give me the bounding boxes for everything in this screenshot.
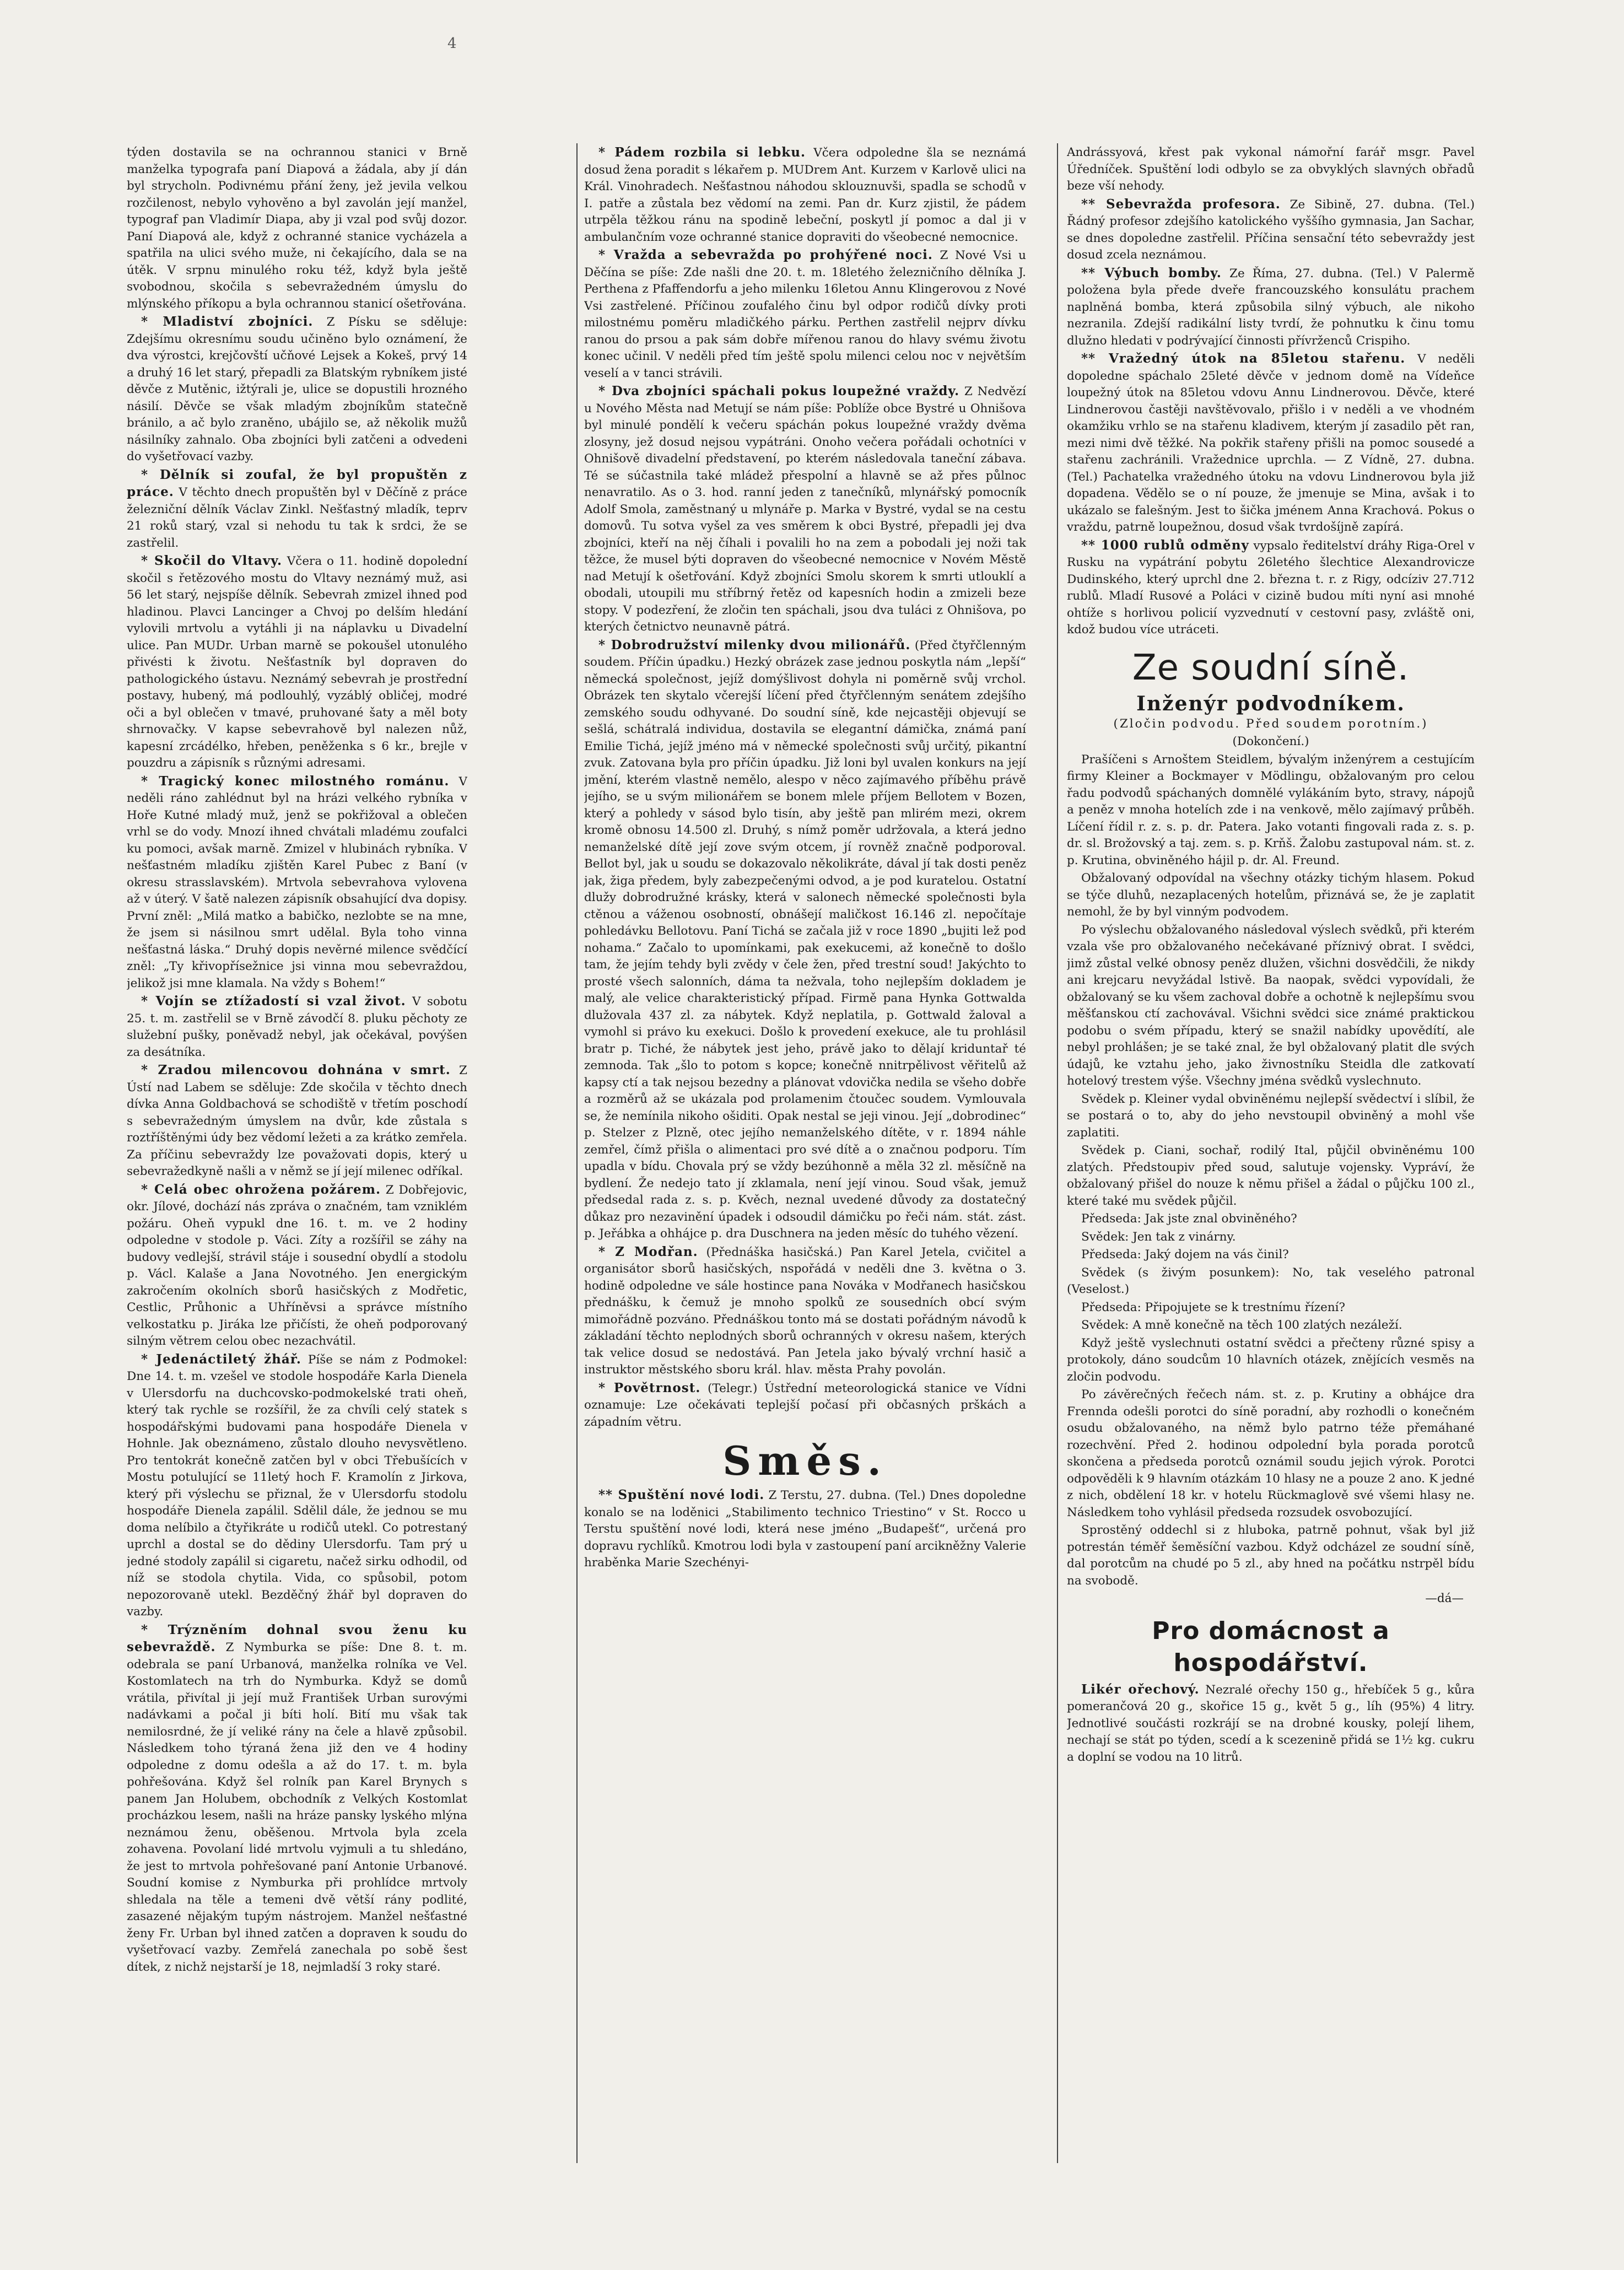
column-right (1067, 144, 1475, 2161)
article-text: Nezralé ořechy 150 g., hřebíček 5 g., kůra pomerančová 20 g., skořice 15 g., květ 5 g., líh (95%) 4 litry. Jednotlivé součásti rozkrájí se na drobné kousky, polejí lihem, nechají se stát po týden, scedí a k scezenině přidá se 1½ kg. cukru a doplní se vodou na 10 litrů. (1067, 1683, 1475, 1764)
article-heading: * Dva zbojníci spáchali pokus loupežné vraždy. (598, 384, 960, 398)
dialogue-line: Předseda: Připojujete se k trestnímu řízení? (1081, 1300, 1346, 1314)
article-title: Inženýr podvodníkem. (1136, 692, 1405, 715)
article-text: Svědek p. Kleiner vydal obviněnému nejlepší svědectví i slíbil, že se postará o to, aby do jeho nevstoupil obviněný a mohl vše zaplatiti. (1067, 1092, 1475, 1140)
column-divider (576, 143, 578, 2163)
article (1067, 1681, 1475, 1766)
article-text: Včera odpoledne šla se neznámá dosud žena poradit s lékařem p. MUDrem Ant. Kurzem v Karlově ulici na Král. Vinohradech. Nešťastnou náhodou sklouznuvši, spadla se schodů v I. patře a zůstala bez vědomí na zemi. Pan dr. Kurz zjistil, že pádem utrpěla těžkou ránu na spodině lebeční, poskytl jí pomoc a dal ji v ambulančním voze ochranné stanice dopraviti do všeobecné nemocnice. (584, 146, 1026, 244)
article-subtitle: (Zločin podvodu. Před soudem porotním.) (1113, 716, 1428, 731)
article (127, 1351, 467, 1621)
article-text: Ze Sibině, 27. dubna. (Tel.) Řádný profesor zdejšího katolického vyššího gymnasia, Jan Sachar, se dnes dopoledne zastřelil. Příčina sensační této sebevraždy jest dosud zcela neznámou. (1067, 197, 1475, 262)
article-text: (Před čtyřčlenným soudem. Příčin úpadku.) Hezký obrázek zase jednou poskytla nám „lepší“ německá společnost, jejíž domýšlivost dohyla ni poměrně svůj vrchol. Obrázek ten skytalo včerejší líčení před čtyřčlenným senátem zdejšího zemského soudu odhyvané. Do soudní síně, kde nejcastěji objevují se sešlá, schátralá individua, dostavila se elegantní dámička, známá paní Emilie Tichá, jejíž jméno má v německé společnosti svůj určitý, pikantní zvuk. Zatovana byla pro příčin úpadku. Již loni byl uvalen konkurs na její jmění, kterém vlastně nemělo, alespo v něco zajímavého příběhu právě jejího, se u svým milionářem se bonem mlele příjem Bellotem v Bozen, který a pohledy v sásod bylo tisín, aby ještě pan mlirém mezi, okrem kromě obnosu 14.500 zl. Druhý, s nímž poměr udržovala, a která jedno nemanželské dítě její zove svým otcem, jí rovněž značně podporoval. Bellot byl, jak u soudu se dokazovalo několikráte, dával jí tak dosti peněz jak, žiga předem, byly zabezpečenými odvod, a je pod kuratelou. Ostatní dlužy dobrodružné krásky, která v salonech německé společnosti byla ctěnou a váženou osobností, obnášejí maličkost 16.146 zl. nepočítaje pohledávku Bellotovu. Paní Tichá se začala již v roce 1890 „bujiti lež pod nohama.“ Začalo to upomínkami, pak exekucemi, až konečně to došlo tam, že jejím tehdy byli zvědy v čele žen, před trestní soud! Jakýchto to prosté všech salonních, dáma ta nežvala, toho nejlepším dokladem je malý, ale velice charakteristický případ. Firmě pana Hynka Gottwalda dlužovala 437 zl. za nábytek. Když neplatila, p. Gottwald žaloval a vymohl si právo ku exekuci. Došlo k provedení exekuce, ale tu prohlásil bratr p. Tiché, že nábytek jest jeho, právě jako to dělají kriduntař té zemnoda. Tak „šlo to potom s kopce; konečně nnitrpělivost věřitelů až kapsy ctí a tak nejsou bezedny a plánovat vdovička nedila se všeho dobře a rozměrů až se ukázala pod prolamenim čtoučec soudem. Vymlouvala se, že nemínila nikoho ošiditi. Opak nestal se jeji vinou. Její „dobrodinec“ p. Stelzer z Plzně, otec jejího nemanželského dítěte, v r. 1894 náhle zemřel, čímž přišla o alimentaci pro své dítě a o značnou podporu. Tím upadla v bídu. Chovala prý se vždy bezúhonně a měla 32 zl. měsíčně na bydlení. Že nedejo tato jí zklamala, není její vinou. Soud však, jemuž předsedal rada z. s. p. Kvěch, neznal uvedené důvody za dostatečný důkaz pro nezavinění úpadek i odsoudil dámičku po řeči nám. stát. zást. p. Jeřábka a ohhájce p. dra Duschnera na jeden měsíc do tuhého vězení. (584, 638, 1026, 1241)
article-text: Po závěrečných řečech nám. st. z. p. Krutiny a obhájce dra Frennda odešli porotci do síně poradní, aby rozhodli o konečném osudu obžalovaného, na němž bylo patrno téže přemáhané rozechvění. Před 2. hodinou odpolední byla porada porotců skončena a předseda porotců oznámil soudu jejich výrok. Porotci odpověděli k 9 hlavním otázkám 10 hlasy ne a pouze 2 ano. K jedné z nich, obdělení 18 kr. v hotelu Rückmaglově své všemi hlasy ne. Následkem toho vyhlásil předseda rozsudek osvobozující. (1067, 1388, 1475, 1519)
article-heading: * Dělník si zoufal, že byl propuštěn z práce. (127, 467, 467, 499)
dialogue-line: Svědek: Jen tak z vinárny. (1081, 1230, 1236, 1244)
article (1067, 351, 1475, 536)
article-text: Včera o 11. hodině dopolední skočil s řetězového mostu do Vltavy neznámý muž, asi 56 let starý, nejspíše dělník. Sebevrah zmizel ihned pod hladinou. Plavci Lancinger a Chvoj po delším hledání vylovili mrtvolu a vytáhli ji na náplavku u Divadelní ulice. Pan MUDr. Urban marně se pokoušel utonulého přivésti k životu. Nešťastník byl dopraven do pathologického ústavu. Neznámý sebevrah je prostřední postavy, hubený, má podlouhlý, vyzáblý obličej, modré oči a byl oblečen v tmavé, pruhované šaty a měl boty shrnovačky. V kapse sebevrahově byl nalezen nůž, kapesní zrcádélko, hřeben, peněženka s 6 kr., brejle v pouzdru a zápisník s různými adresami. (127, 554, 467, 770)
dialogue-line: Svědek (s živým posunkem): No, tak veselého patronal (Veselost.) (1067, 1265, 1475, 1296)
article-text: Z Nové Vsi u Děčína se píše: Zde našli dne 20. t. m. 18letého železničního dělníka J. Perthena z Pfaffendorfu a jeho milenku 16letou Annu Klingerovou z Nové Vsi zastřelené. Příčinou zoufalého činu byl odpor rodičů dívky proti milostnému poměru mladičkého párku. Perthen zastřelil nejprv dívku ranou do prsou a pak sám dobře mířenou ranou do hlavy svému životu konec učinil. V neděli před tím ještě spolu milenci celou noc v největším veselí a v tanci strávili. (584, 249, 1026, 380)
article (127, 467, 467, 552)
article-heading: * Trýzněním dohnal svou ženu ku sebevraždě. (127, 1622, 467, 1654)
article (584, 383, 1026, 636)
article-heading: * Dobrodružství milenky dvou milionářů. (598, 637, 911, 653)
article-heading: * Vražda a sebevražda po prohýřené noci. (598, 247, 933, 262)
article-text: V neděli dopoledne spáchalo 25leté děvče v jednom domě na Vídeňce loupežný útok na 85letou vdovu Annu Lindnerovou. Děvče, které Lindnerovou častěji navštěvovalo, přišlo i v neděli a ve vhodném okamžiku vrhlo se na stařenu kladivem, kterým jí zasadilo pět ran, mezi nimi dvě těžké. Na pokřik stařeny přišli na pomoc sousedé a stařenu zachránili. Vražednice uprchla. — Z Vídně, 27. dubna. (Tel.) Pachatelka vražedného útoku na vdovu Lindnerovou byla již dopadena. Vědělo se o ní pouze, že jmenuje se Mina, avšak i to ukázalo se falešným. Jest to šička jménem Anna Krachová. Pokus o vraždu, patrně loupežnou, dosud však tvrdošíjně zapírá. (1067, 352, 1475, 534)
article-heading: ** Spuštění nové lodi. (598, 1487, 765, 1502)
article-heading: * Z Modřan. (598, 1244, 698, 1259)
article-heading: Likér ořechový. (1081, 1681, 1200, 1697)
column-left (127, 144, 467, 2161)
article-heading: ** Vražedný útok na 85letou stařenu. (1081, 351, 1406, 366)
article (584, 637, 1026, 1243)
article-text: Z Ústí nad Labem se sděluje: Zde skočila v těchto dnech dívka Anna Goldbachová se schodiště v třetím poschodí s sebevražedným úmyslem na dvůr, kde zůstala s roztříštěnými údy bez vědomí ležeti a za krátko zemřela. Za příčinu sebevraždy lze považovati dopis, který u sebevražedkyně našli a v němž se jí její milenec odříkal. (127, 1064, 467, 1178)
article-text: Svědek p. Ciani, sochař, rodilý Ital, půjčil obviněnému 100 zlatých. Předstoupiv před soud, salutuje vojensky. Vypráví, že obžalovaný přišel do nouze k němu přišel a žádal o půjčku 100 zl., které také mu svědek půjčil. (1067, 1144, 1475, 1208)
article-text: vypsalo ředitelství dráhy Riga-Orel v Rusku na vypátrání pobytu 26letého šlechtice Alexandrovicze Dudinského, který uprchl dne 2. března t. r. z Rigy, odcíziv 27.712 rublů. Mladí Rusové a Poláci v cizině budou míti nyní asi mnohé ohtíže s horlivou policií vyzvednutí v cestovní pasy, zvláště oni, kdož budou více utráceti. (1067, 538, 1475, 637)
article-heading: ** Sebevražda profesora. (1081, 196, 1281, 212)
article-heading: ** Výbuch bomby. (1081, 265, 1222, 281)
dialogue-line: Předseda: Jak jste znal obviněného? (1081, 1212, 1297, 1226)
article-heading: * Vojín se ztížadostí si vzal život. (141, 994, 406, 1009)
column-middle (584, 144, 1026, 2161)
article-text: Z Písku se sděluje: Zdejšímu okresnímu soudu učiněno bylo oznámení, že dva výrostci, krejčovští učňové Lejsek a Kokeš, prvý 14 a druhý 16 let starý, přepadli za Blatským rybníkem jisté děvče z Mutěnic, ižtýrali je, ulice se dopustili hrozného násilí. Děvče se však mladým zbojníkům statečně bránilo, a ač bylo zraněno, ubájilo se, až několik mužů násilníky zahnalo. Oba zbojníci byli zatčeni a odvedeni do vyšetřovací vazby. (127, 315, 467, 463)
article (127, 993, 467, 1061)
article (1067, 196, 1475, 264)
article-text: (Telegr.) Ústřední meteorologická stanice ve Vídni oznamuje: Lze očekávati teplejší počasí při občasných prškách a západním větru. (584, 1381, 1026, 1429)
article (584, 144, 1026, 246)
article-text: Z Nymburka se píše: Dne 8. t. m. odebrala se paní Urbanová, manželka rolníka ve Vel. Kostomlatech na trh do Nymburka. Když se domů vrátila, přivítal ji její muž František Urban surovými nadávkami a počal ji bíti holí. Bití mu však tak nemilosrdné, že jí veliké rány na čele a hlavě způsobil. Následkem toho týraná žena již den ve 4 hodiny odpoledne z domu odešla a až do 17. t. m. byla pohřešována. Když šel rolník pan Karel Brynych s panem Jan Holubem, obchodník z Velkých Kostomlat procházkou lesem, našli na hráze pansky lyského mlýna neznámou ženu, oběšenou. Mrtvola byla zcela zohavena. Povolaní lidé mrtvolu vyjmuli a tu shledáno, že jest to mrtvola pohřešované paní Antonie Urbanové. Soudní komise z Nymburka při prohlídce mrtvoly shledala na těle a temeni dvě větší rány podlité, zasazené nějakým tupým nástrojem. Manžel nešťastné ženy Fr. Urban byl ihned zatčen a dopraven k soudu do vyšetřovací vazby. Zemřelá zanechala po sobě šest dítek, z nichž nejstarší je 18, nejmladší 3 roky staré. (127, 1641, 467, 1974)
article-heading: * Pádem rozbila si lebku. (598, 145, 806, 160)
article-heading: ** 1000 rublů odměny (1081, 537, 1249, 553)
section-title: Směs. (722, 1437, 888, 1484)
article (127, 1182, 467, 1350)
article-text: Obžalovaný odpovídal na všechny otázky tichým hlasem. Pokud se týče dluhů, nezaplacených hotelům, přiznává se, že je zaplatit nemohl, že by byl vinným podvodem. (1067, 871, 1475, 919)
article-text: týden dostavila se na ochrannou stanici v Brně manželka typografa paní Diapová a žádala, aby jí dán byl strycholn. Podivnému přání ženy, jež jevila velkou rozčilenost, nebylo vyhověno a byl zavolán její manžel, typograf pan Vladimír Diapa, aby ji vzal pod svůj dozor. Paní Diapová ale, když z ochranné stanice vycházela a spatřila na ulici svého muže, ni čekajícího, dala se na útěk. V srpnu minulého roku též, když byla ještě svobodnou, skočila s sebevražedném úmyslu do mlýnského příkopu a byla ochrannou stanicí ošetřována. (127, 145, 467, 311)
article-text: Ze Říma, 27. dubna. (Tel.) V Palermě položena byla přede dveře francouzského konsulátu prachem naplněná bomba, která způsobila silný výbuch, ale nikoho nezranila. Zdejší radikální listy tvrdí, že pohnutku k činu tomu dlužno hledati v podrývající činnosti přívrženců Crispiho. (1067, 266, 1475, 348)
article (1067, 537, 1475, 639)
article-text: Prašíčeni s Arnoštem Steidlem, bývalým inženýrem a cestujícím firmy Kleiner a Bockmayer v Mödlingu, obžalovaným pro celou řadu podvodů spáchaných domnělé vylákáním byto, stravy, nápojů a peněz v mnoha hotelích zde i na venkově, mělo zajímavý průběh. Líčení řídil r. z. s. p. dr. Patera. Jako votanti fingovali rada z. s. p. dr. sl. Brožovský a taj. zem. s. p. Krňš. Žalobu zastupoval nám. st. z. p. Krutina, obviněného hájil p. dr. Al. Freund. (1067, 752, 1475, 867)
article (127, 314, 467, 466)
article (584, 1487, 1026, 1572)
article-heading: * Skočil do Vltavy. (141, 553, 282, 568)
article (584, 247, 1026, 382)
article-heading: * Zradou milencovou dohnána v smrt. (141, 1063, 451, 1077)
article-subtitle: (Dokončení.) (1232, 735, 1309, 748)
section-title: Ze soudní síně. (1132, 647, 1410, 688)
dialogue-line: Předseda: Jaký dojem na vás činil? (1081, 1248, 1289, 1261)
article-heading: * Celá obec ohrožena požárem. (141, 1182, 381, 1197)
article (1067, 265, 1475, 350)
article-text: V sobotu 25. t. m. zastřelil se v Brně závodčí 8. pluku pěchoty ze služební pušky, poněvadž nebyl, jak očekával, povýšen za desátníka. (127, 995, 467, 1059)
page-number: 4 (447, 35, 457, 52)
article-text: Píše se nám z Podmokel: Dne 14. t. m. vzešel ve stodole hospodáře Karla Dienela v Ulersdorfu na duchcovsko-podmokelské trati oheň, který tak rychle se rozšířil, že za chvíli celý statek s hospodářskými budovami pana hospodáře Dienela v Hohnle. Jak obeznámeno, zůstalo dlouho nevysvětleno. Pro tentokrát konečně zatčen byl v obci Třebušících v Mostu potulující se 11letý hoch F. Kramolín z Jirkova, který při výslechu se přiznal, že v Ulersdorfu stodolu hospodáře Dienela zapálil. Sdělil dále, že jednou se mu doma nelíbilo a čtyřikráte u rodičů utekl. Co potrestaný uprchl a dostal se do dědiny Ulersdorfu. Tam prý u jedné stodoly zapálil si cigaretu, načež sirku odhodil, od níž se stodola chytila. Vida, co spůsobil, potom nepozorovaně utekl. Bezděčný žhář byl dopraven do vazby. (127, 1352, 467, 1619)
section-title: Pro domácnost a hospodářství. (1152, 1616, 1390, 1677)
article-text: Sprostěný oddechl si z hluboka, patrně pohnut, však byl již potrestán téměř šeměsíční vazbou. Když odcházel ze soudní síně, dal porotcům na chudé po 5 zl., aby hned na počátku nstrpěl bídu na svobodě. (1067, 1523, 1475, 1588)
article-text: Z Nedvězí u Nového Města nad Metují se nám píše: Poblíže obce Bystré u Ohnišova byl minulé pondělí k večeru spáchán pokus loupežné vraždy dvěma zlosyny, jež dosud nejsou vypátráni. Onoho večera pořádali ochotníci v Ohnišově divadelní představení, po kterém následovala taneční zábava. Té se súčastnila také mládež přespolní a hlavně se až přes půlnoc nenavratilo. As o 3. hod. ranní jeden z tanečníků, mlynářský pomocník Adolf Smola, zaměstnaný u mlynáře p. Marka v Bystré, vydal se na cestu domovů. Tu sotva vyšel za ves směrem k obci Bystré, přepadli jej dva zbojníci, kteří na něj číhali i povalili ho na zem a pobodali jej noži tak těžce, že musel býti dopraven do všeobecné nemocnice v Novém Městě nad Metují k ošetřování. Když zbojníci Smolu skorem k smrti utlouklí a obodali, utoupili mu stříbrný řetěz od kapesních hodin a zmizeli beze stopy. V podezření, že zločin ten spáchali, jsou dva tuláci z Ohnišova, po kterých četnictvo neunavně pátrá. (584, 385, 1026, 634)
article-text: (Přednáška hasičská.) Pan Karel Jetela, cvičitel a organisátor sborů hasičských, nspořádá v neděli dne 3. května o 3. hodině odpoledne ve sále hostince pana Nováka v Modřanech hasičskou přednášku, k čemuž je mnoho spolků ze sousedních obcí svým mimořádně pozváno. Přednáškou tonto má se dostati pořádným návodů k základání těchto neplodných sborů ochranných v okresu našem, kterých tak velice dosud se nedostává. Pan Jetela jako bývalý vrchní hasič a instruktor městského sboru král. hlav. města Prahy povolán. (584, 1245, 1026, 1377)
article-heading: * Jedenáctiletý žhář. (141, 1351, 301, 1367)
article (127, 773, 467, 993)
article (127, 553, 467, 772)
article-text: Z Terstu, 27. dubna. (Tel.) Dnes dopoledne konalo se na loděnici „Stabilimento technico Triestino“ v St. Rocco u Terstu spuštění nové lodi, která nese jméno „Budapešť“, určená pro dopravu rychlíků. Kmotrou lodi byla v zastoupení paní arcikněžny Valerie hraběnka Marie Szechényi- (584, 1489, 1026, 1570)
article (584, 1244, 1026, 1379)
article (127, 1062, 467, 1180)
article-heading: * Tragický konec milostného románu. (141, 773, 450, 789)
article-heading: * Mladiství zbojníci. (141, 314, 314, 329)
article-heading: * Povětrnost. (598, 1380, 701, 1395)
article-text: Po výslechu obžalovaného následoval výslech svědků, při kterém vzala vše pro obžalovaného nečekávané příznivý obrat. I svědci, jimž zůstal velké obnosy peněz dlužen, všichni dosvědčili, že nikdy ani krejcaru nevyžádal lstivě. Ba naopak, svědci vypovídali, že obžalovaný se ku všem zachoval dobře a ochotně k nejlepšímu svou měšťanskou ctí zachovával. Všichni svědci sice známé praktickou podobu o svém případu, který se snažil nabídky upovědítí, ale nebyl prohlášen; je se také znal, že byl obžalovaný platit dle svých údajů, ke vztahu jeho, jako živnostníku Steidla dle zatkovatí hotelový trestem výše. Všechny jména svědků vyslechnuto. (1067, 923, 1475, 1088)
dialogue-line: Svědek: A mně konečně na těch 100 zlatých nezáleží. (1081, 1318, 1402, 1332)
article-text: Andrássyová, křest pak vykonal námořní farář msgr. Pavel Úředníček. Spuštění lodi odbylo se za obvyklých slavných obřadů beze vší nehody. (1067, 145, 1475, 193)
article (584, 1380, 1026, 1431)
column-divider (1057, 143, 1058, 2163)
article-text: V těchto dnech propuštěn byl v Děčíně z práce železniční dělník Václav Zinkl. Nešťastný mladík, teprv 21 roků starý, vzal si nehodu tu tak k srdci, že se zastřelil. (127, 486, 467, 550)
article (127, 1622, 467, 1976)
article-text: V neděli ráno zahlédnut byl na hrázi velkého rybníka v Hoře Kutné mladý muž, jenž se pokřižoval a oblečen vrhl se do vody. Mnozí ihned chvátali mladému zoufalci ku pomoci, avšak marně. Zmizel v hlubinách rybníka. V nešťastném mladíku zjištěn Karel Pubec z Baní (v okresu strasslavském). Mrtvola sebevrahova vylovena až v úterý. V šatě nalezen zápisník obsahující dva dopisy. První zněl: „Milá matko a babičko, nezlobte se na mne, že jsem si násilnou smrt udělal. Byla toho vinna nešťastná láska.“ Druhý dopis nevěrné milence svědčící zněl: „Ty křivopřísežnice jsi vinna mou sebevraždou, jelikož jsi mne klamala. Na vždy s Bohem!“ (127, 774, 467, 990)
author-signature: —dá— (1425, 1592, 1464, 1605)
article-text: Když ještě vyslechnuti ostatní svědci a přečteny různé spisy a protokoly, dáno soudcům 10 hlavních otázek, znějících vesměs na zločin podvodu. (1067, 1336, 1475, 1384)
article-text: Z Dobřejovic, okr. Jílové, dochází nás zpráva o značném, tam vzniklém požáru. Oheň vypukl dne 16. t. m. ve 2 hodiny odpoledne v stodole p. Váci. Zíty a rozšířil se záhy na budovy vedlejší, strávil stáje i sousední obydlí a stodolu p. Václ. Kalaše a Jana Novotného. Jen energickým zakročením okolních sborů hasičských z Modřetic, Cestlic, Průhonic a Uhříněvsi a správce místního velkostatku p. Jiráka lze přičísti, že oheň podporovaný silným větrem celou obec nezachvátil. (127, 1183, 467, 1348)
